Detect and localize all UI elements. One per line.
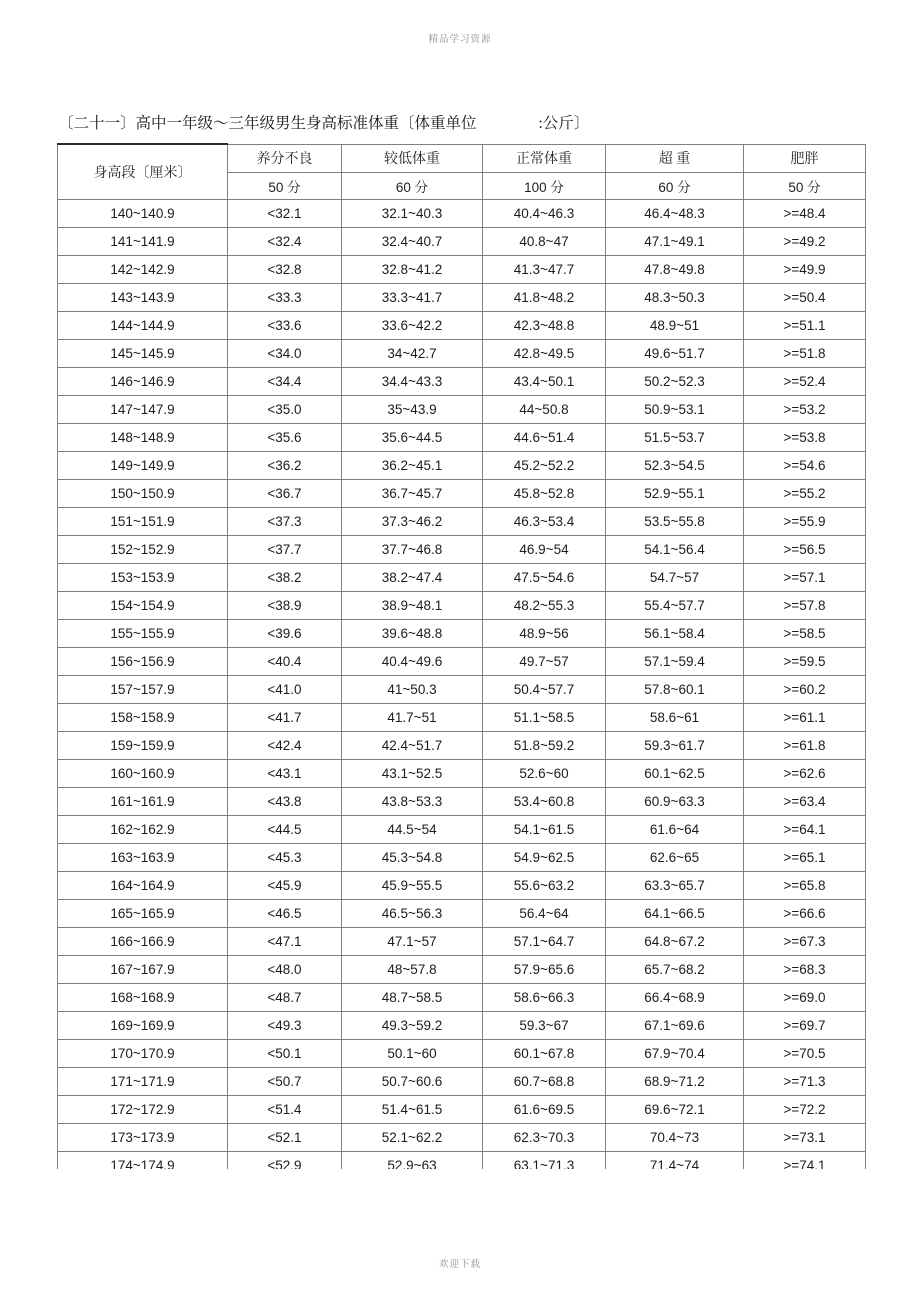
- table-cell: >=49.2: [744, 227, 866, 255]
- table-cell: <47.1: [228, 927, 342, 955]
- table-row: [58, 955, 866, 983]
- table-cell: >=53.8: [744, 423, 866, 451]
- table-cell: 65.7~68.2: [606, 955, 744, 983]
- table-cell: 47.1~49.1: [606, 227, 744, 255]
- score-malnutrition: 50 分: [228, 172, 342, 199]
- table-cell: 62.3~70.3: [483, 1123, 606, 1151]
- table-cell: >=70.5: [744, 1039, 866, 1067]
- table-cell: >=61.8: [744, 731, 866, 759]
- table-cell: 40.8~47: [483, 227, 606, 255]
- table-cell: 41.8~48.2: [483, 283, 606, 311]
- table-cell: 159~159.9: [58, 731, 228, 759]
- table-cell: 152~152.9: [58, 535, 228, 563]
- table-cell: 48.9~56: [483, 619, 606, 647]
- table-cell: 38.9~48.1: [342, 591, 483, 619]
- header-label-row: [58, 144, 866, 172]
- table-cell: 68.9~71.2: [606, 1067, 744, 1095]
- table-cell: 169~169.9: [58, 1011, 228, 1039]
- table-cell: 150~150.9: [58, 479, 228, 507]
- table-cell: 43.1~52.5: [342, 759, 483, 787]
- header-low-weight: 较低体重: [342, 144, 483, 172]
- table-cell: 170~170.9: [58, 1039, 228, 1067]
- table-cell: 58.6~66.3: [483, 983, 606, 1011]
- table-cell: 60.1~62.5: [606, 759, 744, 787]
- table-cell: 154~154.9: [58, 591, 228, 619]
- table-row: [58, 619, 866, 647]
- table-cell: 67.1~69.6: [606, 1011, 744, 1039]
- table-row: [58, 311, 866, 339]
- table-row: [58, 1123, 866, 1151]
- table-cell: 40.4~46.3: [483, 199, 606, 227]
- table-cell: 54.1~61.5: [483, 815, 606, 843]
- table-row: [58, 255, 866, 283]
- table-row: [58, 1039, 866, 1067]
- table-cell: 39.6~48.8: [342, 619, 483, 647]
- table-row: [58, 1151, 866, 1169]
- score-normal-weight: 100 分: [483, 172, 606, 199]
- table-cell: 71.4~74: [606, 1151, 744, 1169]
- table-cell: 53.5~55.8: [606, 507, 744, 535]
- table-cell: 142~142.9: [58, 255, 228, 283]
- table-cell: >=50.4: [744, 283, 866, 311]
- table-row: [58, 703, 866, 731]
- table-cell: <37.7: [228, 535, 342, 563]
- table-cell: <49.3: [228, 1011, 342, 1039]
- table-cell: <32.8: [228, 255, 342, 283]
- table-cell: <45.9: [228, 871, 342, 899]
- table-cell: 147~147.9: [58, 395, 228, 423]
- table-cell: <52.9: [228, 1151, 342, 1169]
- table-cell: 50.4~57.7: [483, 675, 606, 703]
- table-cell: <32.1: [228, 199, 342, 227]
- table-row: [58, 1011, 866, 1039]
- table-cell: <32.4: [228, 227, 342, 255]
- table-row: [58, 983, 866, 1011]
- table-cell: <48.0: [228, 955, 342, 983]
- table-cell: >=52.4: [744, 367, 866, 395]
- table-cell: <35.0: [228, 395, 342, 423]
- table-cell: <44.5: [228, 815, 342, 843]
- table-cell: 41.3~47.7: [483, 255, 606, 283]
- table-cell: <43.1: [228, 759, 342, 787]
- table-cell: 54.7~57: [606, 563, 744, 591]
- table-row: [58, 843, 866, 871]
- page-footer-watermark: 欢迎下载: [438, 1260, 481, 1270]
- table-cell: <41.7: [228, 703, 342, 731]
- table-cell: <34.4: [228, 367, 342, 395]
- table-cell: >=66.6: [744, 899, 866, 927]
- score-overweight: 60 分: [606, 172, 744, 199]
- table-row: [58, 199, 866, 227]
- table-cell: 34~42.7: [342, 339, 483, 367]
- table-row: [58, 339, 866, 367]
- table-row: [58, 283, 866, 311]
- table-cell: 50.7~60.6: [342, 1067, 483, 1095]
- table-cell: 47.5~54.6: [483, 563, 606, 591]
- table-cell: 51.8~59.2: [483, 731, 606, 759]
- table-row: [58, 423, 866, 451]
- table-cell: 61.6~69.5: [483, 1095, 606, 1123]
- page-header-watermark: 精品学习资源: [428, 35, 492, 45]
- table-cell: 155~155.9: [58, 619, 228, 647]
- table-cell: 45.9~55.5: [342, 871, 483, 899]
- table-cell: 47.1~57: [342, 927, 483, 955]
- table-cell: 174~174.9: [58, 1151, 228, 1169]
- table-cell: 164~164.9: [58, 871, 228, 899]
- table-cell: 43.8~53.3: [342, 787, 483, 815]
- header-overweight: 超 重: [606, 144, 744, 172]
- table-cell: <36.2: [228, 451, 342, 479]
- table-cell: >=48.4: [744, 199, 866, 227]
- table-row: [58, 815, 866, 843]
- table-row: [58, 647, 866, 675]
- table-cell: <33.3: [228, 283, 342, 311]
- table-cell: 48.2~55.3: [483, 591, 606, 619]
- table-cell: >=63.4: [744, 787, 866, 815]
- table-cell: 54.9~62.5: [483, 843, 606, 871]
- table-cell: >=55.9: [744, 507, 866, 535]
- table-cell: 36.2~45.1: [342, 451, 483, 479]
- standards-table-container: [57, 143, 869, 1169]
- table-cell: <50.1: [228, 1039, 342, 1067]
- table-cell: <42.4: [228, 731, 342, 759]
- table-cell: >=54.6: [744, 451, 866, 479]
- table-row: [58, 563, 866, 591]
- table-cell: 34.4~43.3: [342, 367, 483, 395]
- table-cell: 60.9~63.3: [606, 787, 744, 815]
- table-cell: 50.1~60: [342, 1039, 483, 1067]
- table-cell: 43.4~50.1: [483, 367, 606, 395]
- table-cell: 157~157.9: [58, 675, 228, 703]
- table-cell: 37.7~46.8: [342, 535, 483, 563]
- table-cell: >=69.7: [744, 1011, 866, 1039]
- table-row: [58, 507, 866, 535]
- table-row: [58, 1067, 866, 1095]
- table-cell: 50.9~53.1: [606, 395, 744, 423]
- table-cell: <33.6: [228, 311, 342, 339]
- table-row: [58, 535, 866, 563]
- table-row: [58, 899, 866, 927]
- table-cell: 64.1~66.5: [606, 899, 744, 927]
- table-cell: <46.5: [228, 899, 342, 927]
- table-cell: 66.4~68.9: [606, 983, 744, 1011]
- table-cell: >=51.1: [744, 311, 866, 339]
- header-malnutrition: 养分不良: [228, 144, 342, 172]
- table-cell: 67.9~70.4: [606, 1039, 744, 1067]
- table-cell: 46.9~54: [483, 535, 606, 563]
- table-row: [58, 787, 866, 815]
- table-row: [58, 479, 866, 507]
- table-cell: >=57.8: [744, 591, 866, 619]
- table-row: [58, 395, 866, 423]
- table-cell: 51.1~58.5: [483, 703, 606, 731]
- table-row: [58, 759, 866, 787]
- table-cell: 32.1~40.3: [342, 199, 483, 227]
- table-cell: 162~162.9: [58, 815, 228, 843]
- table-cell: 141~141.9: [58, 227, 228, 255]
- table-cell: 62.6~65: [606, 843, 744, 871]
- table-cell: >=72.2: [744, 1095, 866, 1123]
- table-cell: >=62.6: [744, 759, 866, 787]
- table-cell: <37.3: [228, 507, 342, 535]
- header-normal-weight: 正常体重: [483, 144, 606, 172]
- table-cell: 173~173.9: [58, 1123, 228, 1151]
- table-cell: 69.6~72.1: [606, 1095, 744, 1123]
- table-cell: 51.5~53.7: [606, 423, 744, 451]
- table-cell: 56.1~58.4: [606, 619, 744, 647]
- table-cell: 44~50.8: [483, 395, 606, 423]
- table-cell: 42.4~51.7: [342, 731, 483, 759]
- table-cell: 70.4~73: [606, 1123, 744, 1151]
- table-cell: 168~168.9: [58, 983, 228, 1011]
- table-cell: <50.7: [228, 1067, 342, 1095]
- table-cell: 165~165.9: [58, 899, 228, 927]
- table-cell: <45.3: [228, 843, 342, 871]
- table-cell: 54.1~56.4: [606, 535, 744, 563]
- header-height-range: 身高段〔厘米〕: [58, 144, 228, 199]
- table-cell: 149~149.9: [58, 451, 228, 479]
- table-cell: 63.1~71.3: [483, 1151, 606, 1169]
- table-cell: 46.5~56.3: [342, 899, 483, 927]
- table-header: [58, 144, 866, 199]
- table-row: [58, 227, 866, 255]
- table-cell: 63.3~65.7: [606, 871, 744, 899]
- table-cell: <35.6: [228, 423, 342, 451]
- table-cell: 48~57.8: [342, 955, 483, 983]
- table-cell: <41.0: [228, 675, 342, 703]
- table-cell: 53.4~60.8: [483, 787, 606, 815]
- table-cell: <39.6: [228, 619, 342, 647]
- table-cell: 140~140.9: [58, 199, 228, 227]
- table-cell: 37.3~46.2: [342, 507, 483, 535]
- table-cell: >=71.3: [744, 1067, 866, 1095]
- table-cell: <48.7: [228, 983, 342, 1011]
- table-cell: 143~143.9: [58, 283, 228, 311]
- table-cell: >=61.1: [744, 703, 866, 731]
- table-cell: 52.6~60: [483, 759, 606, 787]
- table-cell: 32.4~40.7: [342, 227, 483, 255]
- table-cell: 57.1~64.7: [483, 927, 606, 955]
- table-cell: 55.4~57.7: [606, 591, 744, 619]
- table-cell: 151~151.9: [58, 507, 228, 535]
- table-cell: 48.3~50.3: [606, 283, 744, 311]
- table-cell: >=56.5: [744, 535, 866, 563]
- table-cell: 59.3~61.7: [606, 731, 744, 759]
- table-row: [58, 451, 866, 479]
- table-cell: 56.4~64: [483, 899, 606, 927]
- table-cell: 33.3~41.7: [342, 283, 483, 311]
- table-cell: 48.9~51: [606, 311, 744, 339]
- table-cell: <38.2: [228, 563, 342, 591]
- table-cell: 64.8~67.2: [606, 927, 744, 955]
- table-cell: 61.6~64: [606, 815, 744, 843]
- table-cell: 41~50.3: [342, 675, 483, 703]
- table-row: [58, 367, 866, 395]
- table-cell: 59.3~67: [483, 1011, 606, 1039]
- table-cell: 41.7~51: [342, 703, 483, 731]
- table-cell: 146~146.9: [58, 367, 228, 395]
- table-cell: >=55.2: [744, 479, 866, 507]
- table-cell: >=51.8: [744, 339, 866, 367]
- table-cell: <36.7: [228, 479, 342, 507]
- table-row: [58, 731, 866, 759]
- table-cell: 45.3~54.8: [342, 843, 483, 871]
- table-cell: 42.3~48.8: [483, 311, 606, 339]
- table-cell: 40.4~49.6: [342, 647, 483, 675]
- table-cell: 161~161.9: [58, 787, 228, 815]
- table-cell: 46.4~48.3: [606, 199, 744, 227]
- table-cell: 44.6~51.4: [483, 423, 606, 451]
- table-cell: <38.9: [228, 591, 342, 619]
- table-cell: 160~160.9: [58, 759, 228, 787]
- table-cell: 172~172.9: [58, 1095, 228, 1123]
- table-cell: 42.8~49.5: [483, 339, 606, 367]
- table-cell: 45.8~52.8: [483, 479, 606, 507]
- table-row: [58, 871, 866, 899]
- table-cell: >=53.2: [744, 395, 866, 423]
- table-cell: 55.6~63.2: [483, 871, 606, 899]
- table-cell: 47.8~49.8: [606, 255, 744, 283]
- table-cell: >=58.5: [744, 619, 866, 647]
- table-cell: 33.6~42.2: [342, 311, 483, 339]
- table-cell: 144~144.9: [58, 311, 228, 339]
- table-cell: 52.3~54.5: [606, 451, 744, 479]
- table-cell: 58.6~61: [606, 703, 744, 731]
- table-cell: >=69.0: [744, 983, 866, 1011]
- table-cell: >=68.3: [744, 955, 866, 983]
- standards-table: [57, 143, 866, 1169]
- table-cell: 156~156.9: [58, 647, 228, 675]
- table-cell: 52.1~62.2: [342, 1123, 483, 1151]
- table-cell: >=59.5: [744, 647, 866, 675]
- table-cell: >=57.1: [744, 563, 866, 591]
- table-cell: 51.4~61.5: [342, 1095, 483, 1123]
- table-cell: >=64.1: [744, 815, 866, 843]
- table-cell: 153~153.9: [58, 563, 228, 591]
- score-low-weight: 60 分: [342, 172, 483, 199]
- table-row: [58, 675, 866, 703]
- table-cell: >=60.2: [744, 675, 866, 703]
- table-cell: 49.3~59.2: [342, 1011, 483, 1039]
- table-cell: 57.9~65.6: [483, 955, 606, 983]
- table-cell: 145~145.9: [58, 339, 228, 367]
- table-cell: 52.9~55.1: [606, 479, 744, 507]
- table-cell: 44.5~54: [342, 815, 483, 843]
- table-cell: 60.1~67.8: [483, 1039, 606, 1067]
- table-cell: 163~163.9: [58, 843, 228, 871]
- table-cell: <34.0: [228, 339, 342, 367]
- table-cell: >=65.8: [744, 871, 866, 899]
- table-cell: >=49.9: [744, 255, 866, 283]
- table-cell: 36.7~45.7: [342, 479, 483, 507]
- table-cell: >=67.3: [744, 927, 866, 955]
- table-body: [58, 199, 866, 1169]
- header-obese: 肥胖: [744, 144, 866, 172]
- table-cell: >=65.1: [744, 843, 866, 871]
- table-row: [58, 927, 866, 955]
- table-row: [58, 591, 866, 619]
- table-cell: 167~167.9: [58, 955, 228, 983]
- page-title: 〔二十一〕高中一年级～三年级男生身高标准体重〔体重单位 :公斤〕: [58, 115, 590, 132]
- table-cell: 50.2~52.3: [606, 367, 744, 395]
- table-cell: 171~171.9: [58, 1067, 228, 1095]
- table-cell: 35~43.9: [342, 395, 483, 423]
- table-cell: <51.4: [228, 1095, 342, 1123]
- table-cell: 158~158.9: [58, 703, 228, 731]
- table-cell: 166~166.9: [58, 927, 228, 955]
- table-cell: 48.7~58.5: [342, 983, 483, 1011]
- table-cell: 49.6~51.7: [606, 339, 744, 367]
- table-cell: 45.2~52.2: [483, 451, 606, 479]
- table-cell: 32.8~41.2: [342, 255, 483, 283]
- table-cell: 57.8~60.1: [606, 675, 744, 703]
- table-row: [58, 1095, 866, 1123]
- table-cell: >=74.1: [744, 1151, 866, 1169]
- table-cell: >=73.1: [744, 1123, 866, 1151]
- table-cell: <40.4: [228, 647, 342, 675]
- table-cell: 46.3~53.4: [483, 507, 606, 535]
- table-cell: <52.1: [228, 1123, 342, 1151]
- table-cell: 57.1~59.4: [606, 647, 744, 675]
- table-cell: 35.6~44.5: [342, 423, 483, 451]
- table-cell: 148~148.9: [58, 423, 228, 451]
- table-cell: 38.2~47.4: [342, 563, 483, 591]
- score-obese: 50 分: [744, 172, 866, 199]
- table-cell: 52.9~63: [342, 1151, 483, 1169]
- table-cell: 60.7~68.8: [483, 1067, 606, 1095]
- table-cell: 49.7~57: [483, 647, 606, 675]
- table-cell: <43.8: [228, 787, 342, 815]
